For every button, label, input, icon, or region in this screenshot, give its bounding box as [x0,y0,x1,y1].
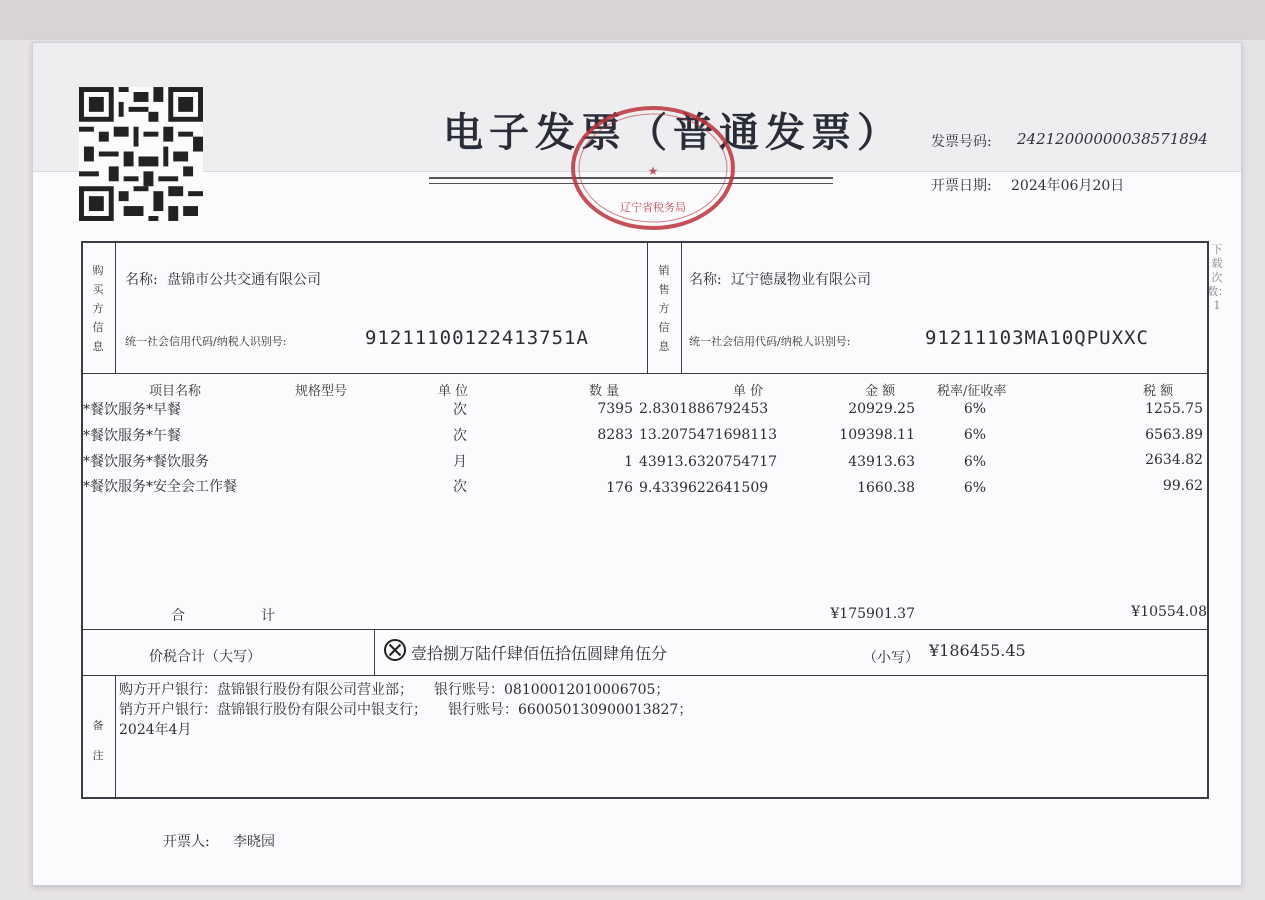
item-unit-price: 2.8301886792453 [639,401,769,417]
svg-text:★: ★ [647,164,659,178]
photo-background [0,0,1265,40]
item-quantity: 7395 [597,401,633,417]
grand-total-label-divider [374,629,375,675]
cross-circle-icon [383,638,407,662]
download-count-note: 下载次数：1 [1207,243,1229,312]
item-tax: 99.62 [1162,478,1203,494]
buyer-label-divider [115,243,116,373]
col-unit-price: 单 价 [733,384,764,399]
item-unit-price: 13.2075471698113 [639,427,778,443]
buyer-name: 盘锦市公共交通有限公司 [167,272,321,288]
item-unit: 次 [453,479,467,495]
item-amount: 109398.11 [839,427,915,443]
totals-divider [81,629,1207,630]
grand-total-words: 壹拾捌万陆仟肆佰伍拾伍圆肆角伍分 [411,644,668,663]
seller-code-label: 统一社会信用代码/纳税人识别号: [689,335,851,348]
buyer-code-label: 统一社会信用代码/纳税人识别号: [125,335,287,348]
seller-label-divider [681,243,682,373]
item-tax-rate: 6% [963,454,987,470]
total-amount: ¥175901.37 [830,606,915,622]
total-label-left: 合 [171,608,185,624]
invoice-sheet [32,42,1242,886]
item-amount: 43913.63 [848,454,915,470]
item-tax-rate: 6% [963,401,987,417]
buyer-name-label: 名称: [125,272,158,288]
item-unit: 次 [453,402,467,418]
tax-seal-icon [568,103,738,233]
issue-date: 2024年06月20日 [1011,178,1125,194]
item-tax: 6563.89 [1145,427,1203,443]
item-name: *餐饮服务*安全会工作餐 [83,479,237,495]
seller-name-label: 名称: [689,272,722,288]
item-amount: 1660.38 [857,480,915,496]
col-unit: 单 位 [438,384,469,399]
item-quantity: 8283 [597,427,633,443]
issuer-name: 李晓园 [233,834,275,850]
remark-label-divider [115,675,116,797]
invoice-number: 24212000000038571894 [1017,130,1208,148]
total-label-right: 计 [261,608,275,624]
col-amount: 金 额 [865,384,896,399]
remarks-label: 备注 [92,719,104,762]
item-unit-price: 9.4339622641509 [639,480,769,496]
item-amount: 20929.25 [848,401,915,417]
remark-line: 销方开户银行：盘锦银行股份有限公司中银支行； 银行账号：660050130900013827； [119,702,693,718]
seller-section-label: 销售方信息 [658,264,670,353]
item-tax-rate: 6% [963,427,987,443]
qr-code-icon [79,87,203,221]
party-middle-divider [647,243,648,373]
buyer-tax-id: 91211100122413751A [365,327,589,349]
item-quantity: 1 [624,454,633,470]
grand-total-label: 价税合计（大写） [149,649,261,665]
seal-text: 辽宁省税务局 [620,201,686,214]
invoice-number-label: 发票号码: [931,134,992,150]
seller-tax-id: 91211103MA10QPUXXC [925,327,1149,349]
issue-date-label: 开票日期: [931,178,992,194]
col-quantity: 数 量 [589,384,620,399]
party-section-divider [81,373,1207,374]
buyer-section-label: 购买方信息 [92,264,104,353]
item-tax-rate: 6% [963,480,987,496]
invoice-title: 电子发票（普通发票） [443,109,903,156]
total-tax: ¥10554.08 [1131,604,1207,620]
item-unit: 次 [453,428,467,444]
grand-total-divider [81,675,1207,676]
grand-total-amount: ¥186455.45 [929,641,1026,660]
remark-line: 购方开户银行：盘锦银行股份有限公司营业部； 银行账号：08100012010006705； [119,682,670,698]
item-tax: 1255.75 [1145,401,1203,417]
item-tax: 2634.82 [1145,452,1203,468]
item-unit-price: 43913.6320754717 [639,454,778,470]
col-tax-rate: 税率/征收率 [937,384,1007,399]
item-name: *餐饮服务*餐饮服务 [83,454,209,470]
col-tax-amount: 税 额 [1143,384,1174,399]
grand-total-small-label: （小写） [863,650,919,666]
item-name: *餐饮服务*午餐 [83,428,181,444]
col-spec: 规格型号 [295,384,348,399]
seller-name: 辽宁德晟物业有限公司 [731,272,871,288]
col-item-name: 项目名称 [149,384,202,399]
item-name: *餐饮服务*早餐 [83,402,181,418]
item-unit: 月 [453,454,467,470]
item-quantity: 176 [606,480,633,496]
remark-line: 2024年4月 [119,722,192,738]
issuer-label: 开票人: [163,834,210,850]
